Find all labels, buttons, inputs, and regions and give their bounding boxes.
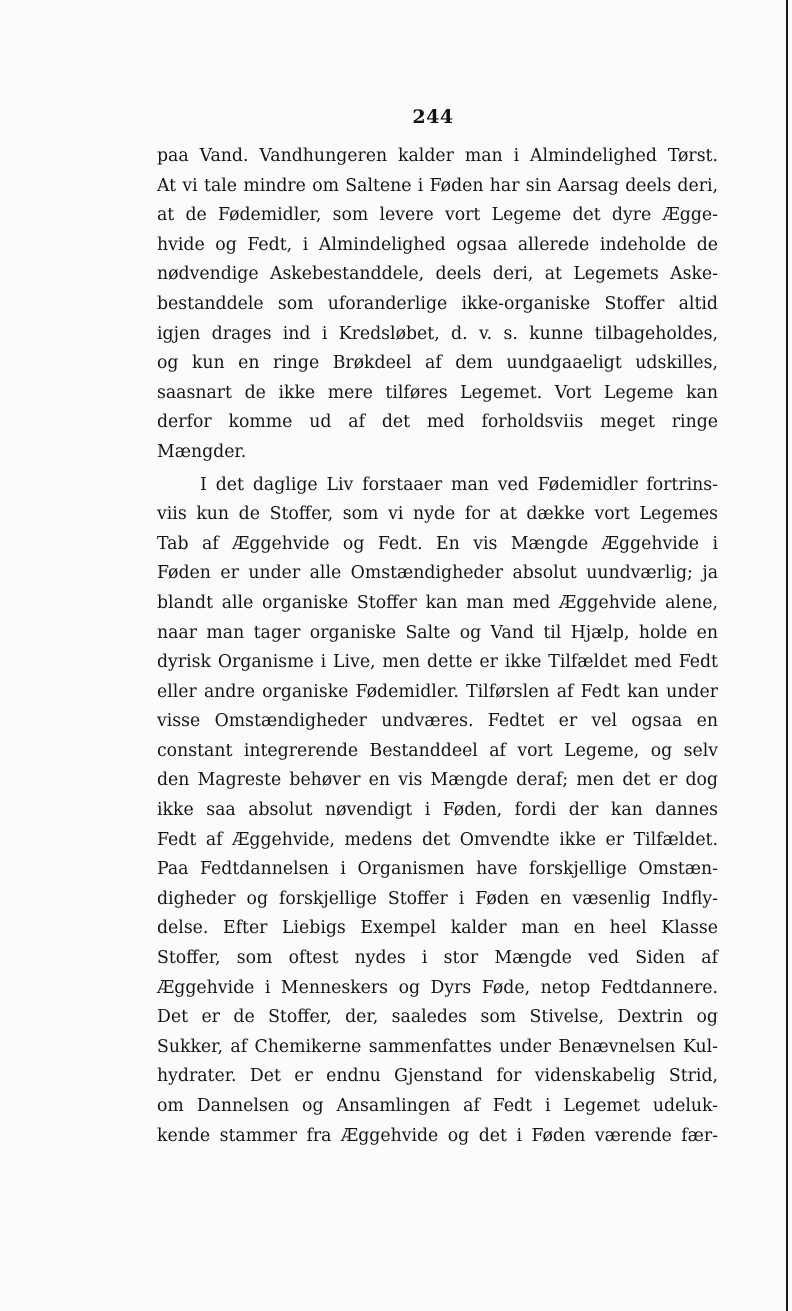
text-line: Føden er under alle Omstændigheder absolut uundværlig; ja <box>157 563 718 584</box>
text-line: Tab af Æggehvide og Fedt. En vis Mængde Æggehvide i <box>157 533 718 554</box>
text-line: den Magreste behøver en vis Mængde deraf; men det er dog <box>157 770 718 791</box>
body-text <box>157 142 718 1151</box>
text-line: at de Fødemidler, som levere vort Legeme det dyre Ægge- <box>157 205 718 226</box>
text-line: paa Vand. Vandhungeren kalder man i Almindelighed Tørst. <box>157 146 718 166</box>
text-line: kende stammer fra Æggehvide og det i Føden værende fær- <box>157 1125 718 1146</box>
text-line: igjen drages ind i Kredsløbet, d. v. s. kunne tilbageholdes, <box>157 323 718 344</box>
text-line: derfor komme ud af det med forholdsviis meget ringe <box>157 412 718 433</box>
text-line: hvide og Fedt, i Almindelighed ogsaa allerede indeholde de <box>157 234 718 255</box>
text-line: eller andre organiske Fødemidler. Tilførslen af Fedt kan under <box>157 681 718 702</box>
text-line: delse. Efter Liebigs Exempel kalder man en heel Klasse <box>157 918 718 939</box>
paragraph <box>157 471 718 1152</box>
text-line: visse Omstændigheder undværes. Fedtet er vel ogsaa en <box>157 711 718 732</box>
text-line: hydrater. Det er endnu Gjenstand for videnskabelig Strid, <box>157 1066 718 1087</box>
text-line: blandt alle organiske Stoffer kan man med Æggehvide alene, <box>157 592 718 613</box>
text-line: viis kun de Stoffer, som vi nyde for at dække vort Legemes <box>157 504 718 525</box>
text-line: I det daglige Liv forstaaer man ved Fødemidler fortrins- <box>200 474 718 495</box>
text-line: digheder og forskjellige Stoffer i Føden en væsenlig Indfly- <box>157 888 718 909</box>
text-line: Paa Fedtdannelsen i Organismen have forskjellige Omstæn- <box>157 859 718 880</box>
text-line: nødvendige Askebestanddele, deels deri, at Legemets Aske- <box>157 264 718 285</box>
text-line: ikke saa absolut nøvendigt i Føden, fordi der kan dannes <box>157 800 718 821</box>
text-line: Æggehvide i Menneskers og Dyrs Føde, netop Fedtdannere. <box>157 977 718 998</box>
text-line: saasnart de ikke mere tilføres Legemet. Vort Legeme kan <box>157 382 718 403</box>
paragraph <box>157 142 718 468</box>
text-line: At vi tale mindre om Saltene i Føden har sin Aarsag deels deri, <box>157 175 718 196</box>
scan-edge-line <box>786 0 788 1311</box>
text-line: Stoffer, som oftest nydes i stor Mængde ved Siden af <box>157 948 718 969</box>
text-line: Det er de Stoffer, der, saaledes som Stivelse, Dextrin og <box>157 1007 718 1028</box>
text-line: naar man tager organiske Salte og Vand til Hjælp, holde en <box>157 622 718 643</box>
page-number: 244 <box>412 106 454 128</box>
text-line: Mængder. <box>157 441 247 462</box>
text-line: bestanddele som uforanderlige ikke-organiske Stoffer altid <box>157 293 718 314</box>
text-line: constant integrerende Bestanddeel af vort Legeme, og selv <box>157 740 718 761</box>
text-line: om Dannelsen og Ansamlingen af Fedt i Legemet udeluk- <box>157 1096 718 1116</box>
text-line: Sukker, af Chemikerne sammenfattes under Benævnelsen Kul- <box>157 1036 718 1057</box>
text-line: og kun en ringe Brøkdeel af dem uundgaaeligt udskilles, <box>157 353 718 374</box>
text-line: dyrisk Organisme i Live, men dette er ikke Tilfældet med Fedt <box>157 652 718 673</box>
text-line: Fedt af Æggehvide, medens det Omvendte ikke er Tilfældet. <box>157 829 718 850</box>
